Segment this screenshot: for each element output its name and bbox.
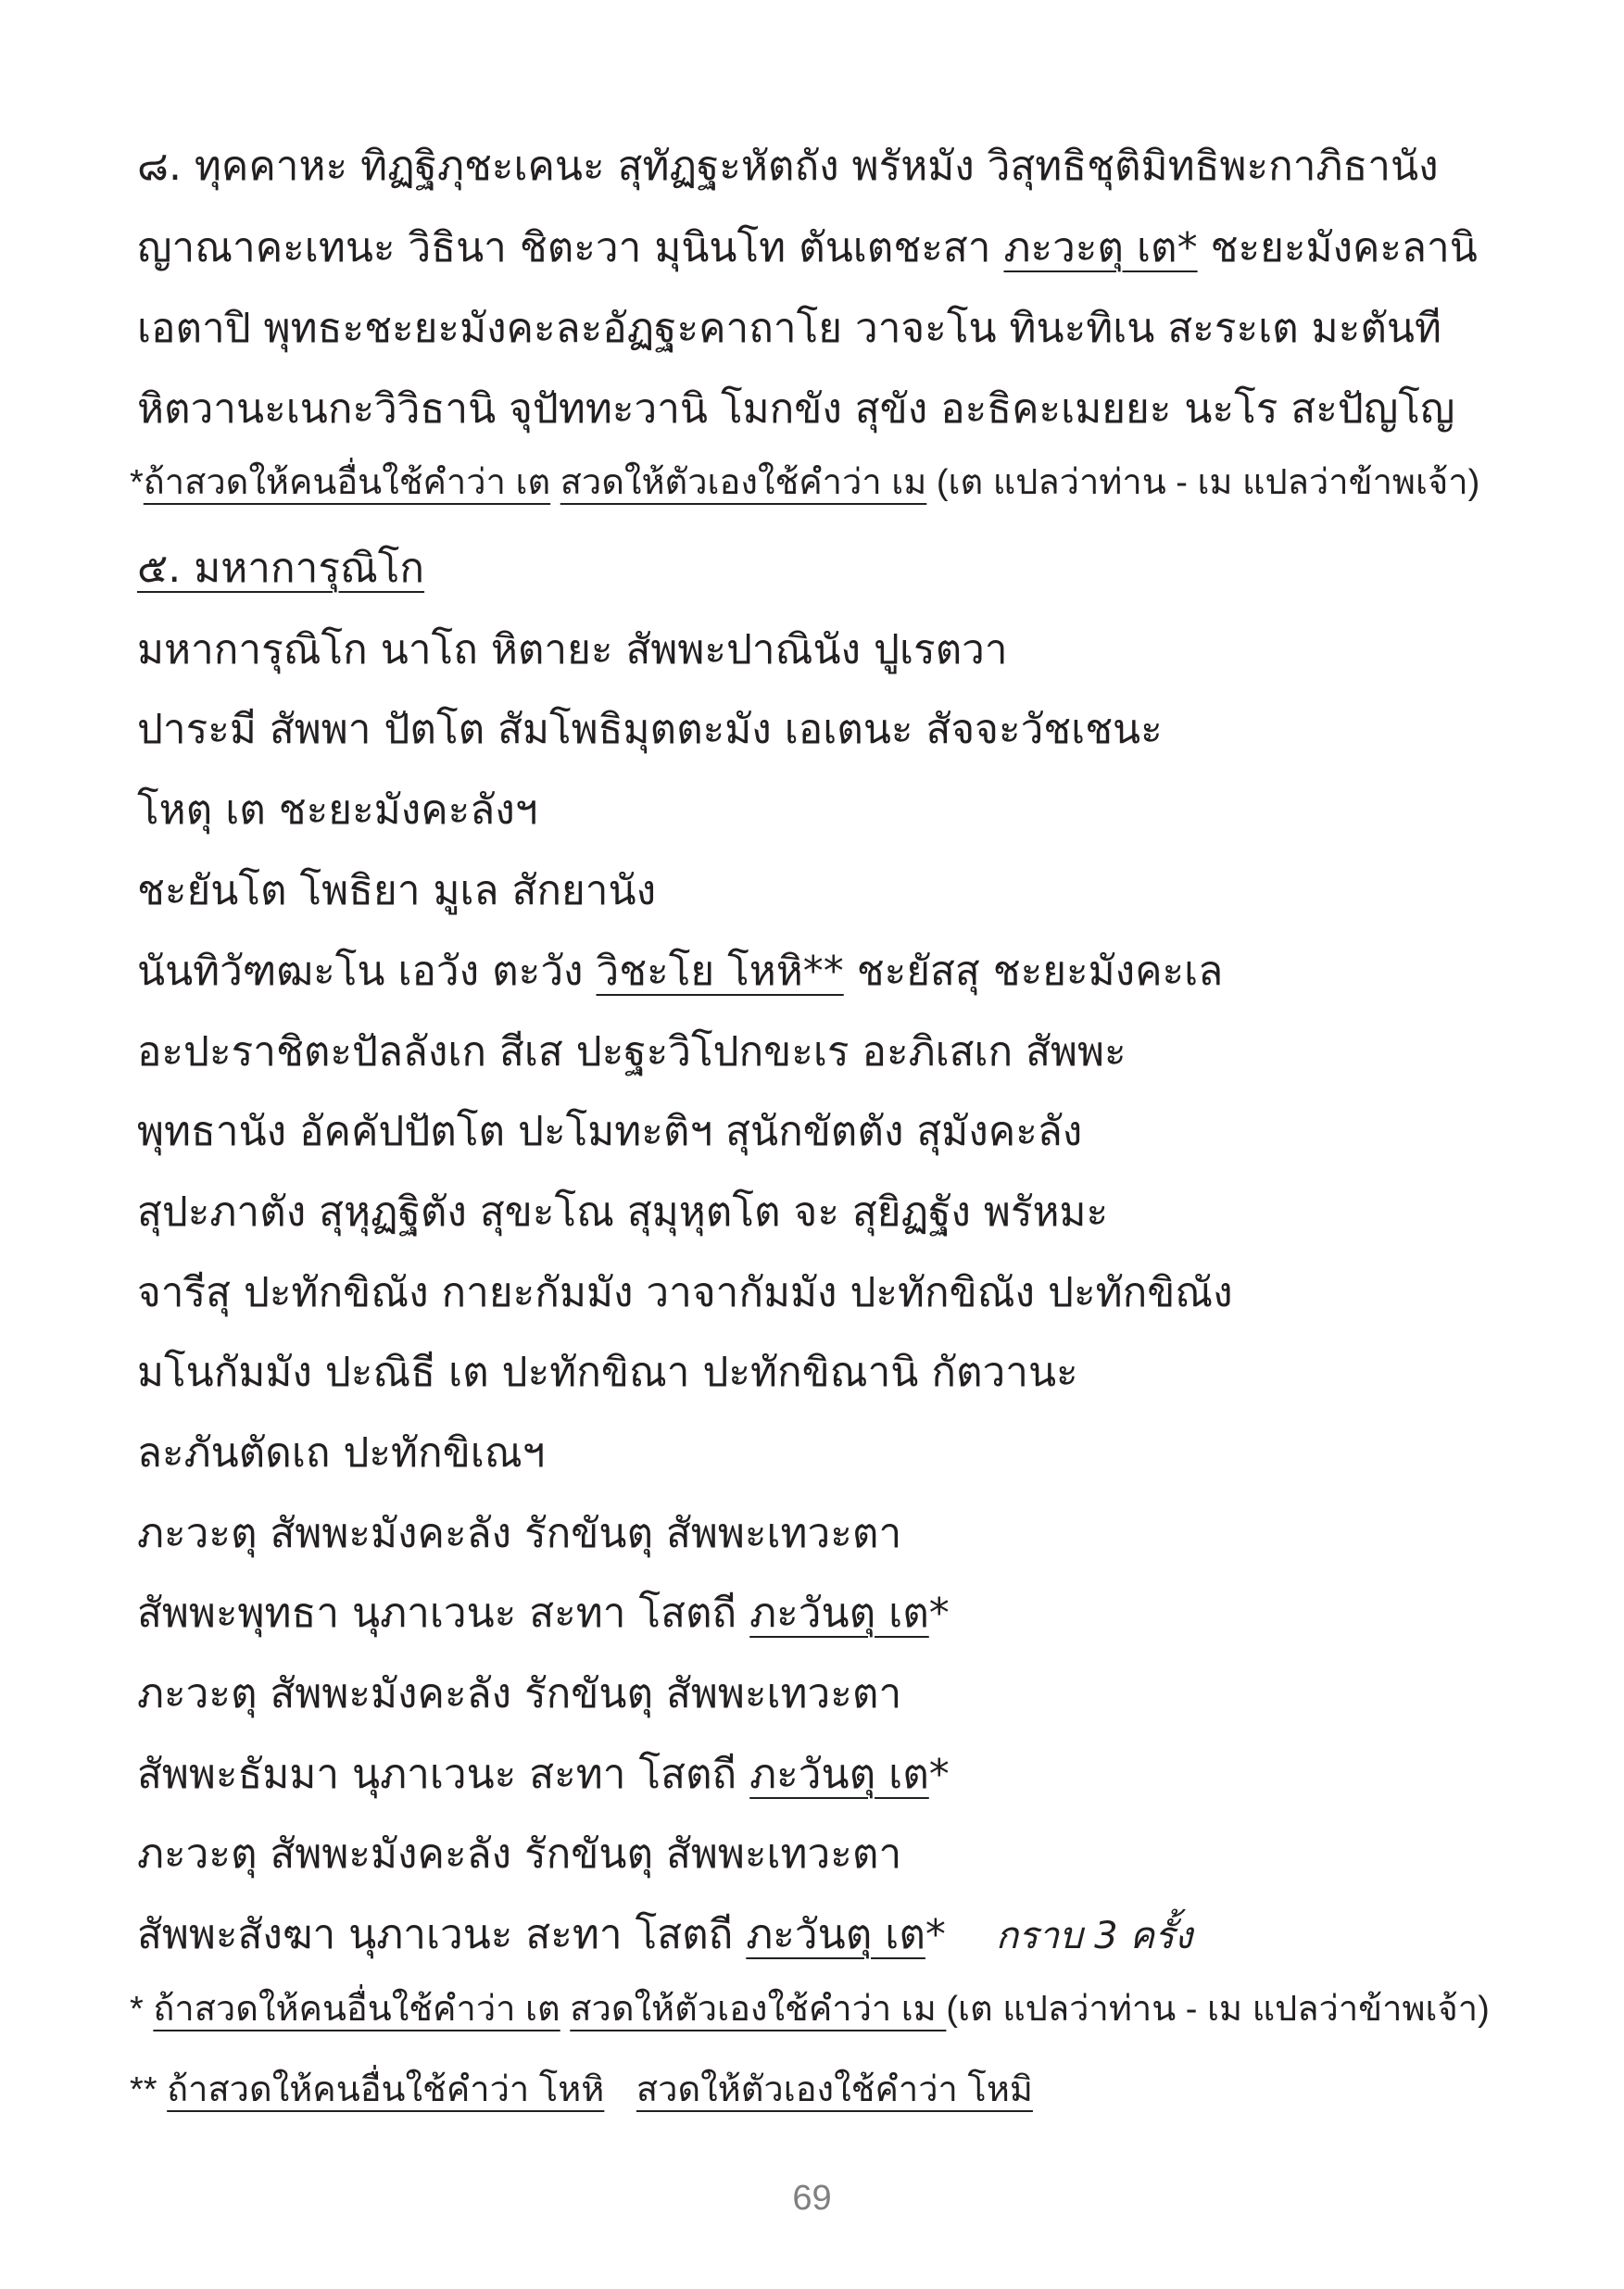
footnote-others: ถ้าสวดให้คนอื่นใช้คำว่า โหหิ [167,2070,605,2109]
footnote-translation: (เต แปลว่าท่าน - เม แปลว่าข้าพเจ้า) [946,1990,1490,2029]
verse-line: โหตุ เต ชะยะมังคะลังฯ [137,786,538,834]
star-mark: * [925,1911,946,1958]
verse-line: ละภันตัดเถ ปะทักขิเณฯ [137,1429,546,1477]
blessing-line: ภะวะตุ สัพพะมังคะลัง รักขันตุ สัพพะเทวะตา [137,1510,902,1557]
footnote-mark: * [130,463,144,502]
page-number: 69 [792,2179,832,2218]
verse-line: หิตวานะเนกะวิวิธานิ จุปัททะวานิ โมกขัง สุขัง อะธิคะเมยยะ นะโร สะปัญโญ [137,385,1455,433]
footnote-mark: ** [130,2070,157,2109]
verse-text: สัพพะพุทธา นุภาเวนะ สะทา โสตถี [137,1590,750,1637]
footnote-line [130,2072,1033,2107]
verse-line: เอตาปิ พุทธะชะยะมังคะละอัฏฐะคาถาโย วาจะโน ทินะทิเน สะระเต มะตันที [137,305,1441,352]
footnote-self: สวดให้ตัวเองใช้คำว่า เม [560,463,927,502]
verse-text: ชะยะมังคะลานิ [1197,224,1478,271]
footnote-others: ถ้าสวดให้คนอื่นใช้คำว่า เต [143,463,551,502]
verse-line [137,224,1478,271]
verse-line: พุทธานัง อัคคัปปัตโต ปะโมทะติฯ สุนักขัตตัง สุมังคะลัง [137,1108,1083,1155]
verse-text: นันทิวัฑฒะโน เอวัง ตะวัง [137,948,597,995]
footnote-self: สวดให้ตัวเองใช้คำว่า เม [570,1990,947,2029]
footnote-mark: * [130,1990,144,2029]
verse-line: สุปะภาตัง สุหุฏฐิตัง สุขะโณ สุมุหุตโต จะ สุยิฏฐัง พรัหมะ [137,1189,1109,1236]
verse-text: ชะยัสสุ ชะยะมังคะเล [843,948,1224,995]
verse-text: สัพพะธัมมา นุภาเวนะ สะทา โสตถี [137,1751,750,1798]
verse-line: จารีสุ ปะทักขิณัง กายะกัมมัง วาจากัมมัง ปะทักขิณัง ปะทักขิณัง [137,1269,1233,1316]
verse-line: มหาการุณิโก นาโถ หิตายะ สัพพะปาณินัง ปูเรตวา [137,626,1008,673]
blessing-line [137,1751,950,1798]
star-mark: * [928,1590,950,1637]
footnote-translation: (เต แปลว่าท่าน - เม แปลว่าข้าพเจ้า) [926,463,1480,502]
verse-line: อะปะราชิตะปัลลังเก สีเส ปะฐะวิโปกขะเร อะภิเสเก สัพพะ [137,1028,1127,1075]
verse-line: มโนกัมมัง ปะณิธี เต ปะทักขิณา ปะทักขิณานิ กัตวานะ [137,1349,1078,1396]
verse-line: ชะยันโต โพธิยา มูเล สักยานัง [137,867,657,914]
blessing-line: ภะวะตุ สัพพะมังคะลัง รักขันตุ สัพพะเทวะตา [137,1670,902,1717]
star-mark: * [928,1751,950,1798]
blessing-line [137,1590,950,1637]
verse-text: สัพพะสังฆา นุภาเวนะ สะทา โสตถี [137,1911,747,1958]
blessing-line [137,1911,1193,1958]
footnote-self: สวดให้ตัวเองใช้คำว่า โหมิ [636,2070,1033,2109]
underlined-blessing: วิชะโย โหหิ** [596,948,844,995]
verse-line [137,948,1224,995]
verse-text: ญาณาคะเทนะ วิธินา ชิตะวา มุนินโท ตันเตชะสา [137,224,1004,271]
verse-line: ปาระมี สัพพา ปัตโต สัมโพธิมุตตะมัง เอเตนะ สัจจะวัชเชนะ [137,706,1163,753]
footnote-line [130,465,1479,500]
blessing-line: ภะวะตุ สัพพะมังคะลัง รักขันตุ สัพพะเทวะตา [137,1830,902,1878]
verse-line: ๘. ทุคคาหะ ทิฏฐิภุชะเคนะ สุทัฏฐะหัตถัง พรัหมัง วิสุทธิชุติมิทธิพะกาภิธานัง [137,143,1439,190]
underlined-blessing: ภะวันตุ เต [749,1590,929,1637]
bow-instruction: กราบ 3 ครั้ง [995,1915,1193,1957]
underlined-blessing: ภะวันตุ เต [746,1911,925,1958]
footnote-others: ถ้าสวดให้คนอื่นใช้คำว่า เต [153,1990,560,2029]
footnote-line [130,1992,1490,2027]
underlined-blessing: ภะวันตุ เต [749,1751,929,1798]
underlined-blessing: ภะวะตุ เต* [1003,224,1198,271]
section-heading: ๕. มหาการุณิโก [137,545,425,592]
